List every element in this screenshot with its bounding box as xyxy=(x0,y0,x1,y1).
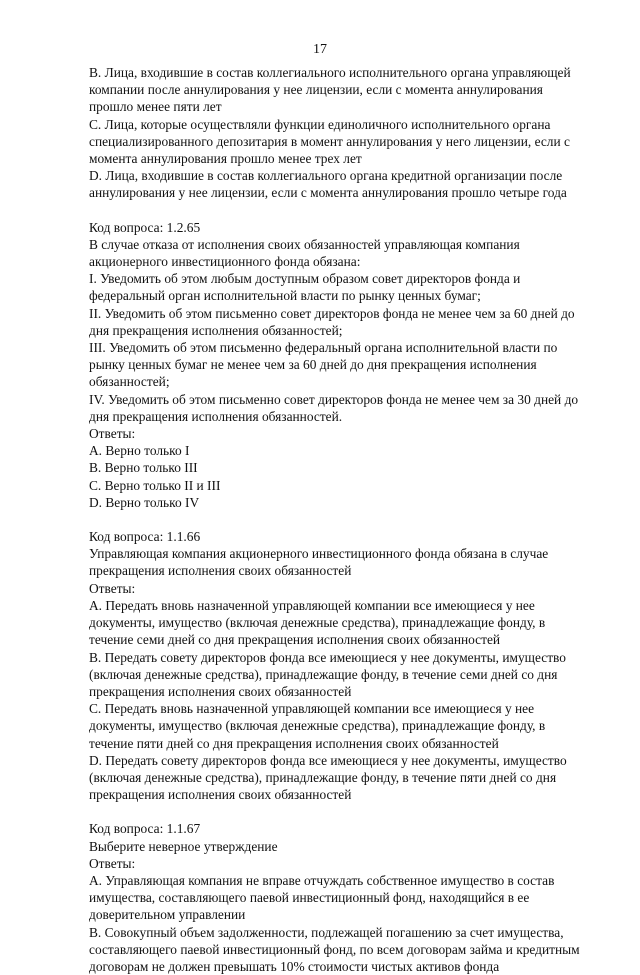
previous-question-answers xyxy=(89,64,589,202)
question-1-1-66 xyxy=(89,528,589,803)
statement-ii: II. Уведомить об этом письменно совет директоров фонда не менее чем за 60 дней до дня прекращения исполнения обязанностей; xyxy=(89,305,575,338)
answer-a: A. Управляющая компания не вправе отчуждать собственное имущество в состав имущества, составляющего паевой инвестиционный фонд, находящийся в ее доверительном управлении xyxy=(89,872,555,923)
answer-c: C. Передать вновь назначенной управляющей компании все имеющиеся у нее документы, имущество (включая денежные средства), принадлежащие фонду, в течение пяти дней со дня прекращения исполнения своих обязанностей xyxy=(89,701,546,751)
statement-iii: III. Уведомить об этом письменно федеральный органа исполнительной власти по рынку ценных бумаг не менее чем за 60 дней до дня прекращения исполнения обязанностей; xyxy=(89,340,558,390)
answer-a: A. Передать вновь назначенной управляющей компании все имеющиеся у нее документы, имущество (включая денежные средства), принадлежащие фонду, в течение семи дней со дня прекращения исполнения своих обязанностей xyxy=(89,597,546,648)
question-1-2-65 xyxy=(89,219,589,511)
question-code: Код вопроса: 1.2.65 xyxy=(89,219,201,235)
statement-iv: IV. Уведомить об этом письменно совет директоров фонда не менее чем за 30 дней до дня прекращения исполнения обязанностей. xyxy=(89,391,579,424)
answer-c: C. Лица, которые осуществляли функции единоличного исполнительного органа специализированного депозитария в момент аннулирования у него лицензии, если с момента аннулирования прошло менее трех лет xyxy=(89,116,570,167)
answer-d: D. Верно только IV xyxy=(89,494,200,510)
question-text: В случае отказа от исполнения своих обязанностей управляющая компания акционерного инвестиционного фонда обязана: xyxy=(89,236,520,270)
answer-b: B. Передать совету директоров фонда все имеющиеся у нее документы, имущество (включая денежные средства), принадлежащие фонду, в течение семи дней со дня прекращения исполнения своих обязанностей xyxy=(89,649,566,699)
answer-d: D. Лица, входившие в состав коллегиального органа кредитной организации после аннулирования у нее лицензии, если с момента аннулирования прошло четыре года xyxy=(89,168,567,201)
answer-b: B. Лица, входившие в состав коллегиального исполнительного органа управляющей компании после аннулирования у нее лицензии, если с момента аннулирования прошло менее пяти лет xyxy=(89,65,571,115)
question-code: Код вопроса: 1.1.67 xyxy=(89,821,201,837)
answers-label: Ответы: xyxy=(89,426,136,442)
page-content xyxy=(89,64,589,975)
question-code: Код вопроса: 1.1.66 xyxy=(89,529,201,545)
answer-c: C. Верно только II и III xyxy=(89,477,221,493)
answers-label: Ответы: xyxy=(89,580,136,596)
answer-b: B. Верно только III xyxy=(89,460,198,476)
answer-b: B. Совокупный объем задолженности, подлежащей погашению за счет имущества, составляющего паевой инвестиционный фонд, по всем договорам займа и кредитным договорам не должен превышать 10% стоимости чистых активов фонда xyxy=(89,924,580,974)
answers-label: Ответы: xyxy=(89,855,136,871)
question-1-1-67 xyxy=(89,820,589,975)
question-text: Управляющая компания акционерного инвестиционного фонда обязана в случае прекращения исполнения своих обязанностей xyxy=(89,546,549,579)
statement-i: I. Уведомить об этом любым доступным образом совет директоров фонда и федеральный орган исполнительной власти по рынку ценных бумаг; xyxy=(89,271,521,304)
question-text: Выберите неверное утверждение xyxy=(89,838,278,854)
answer-d: D. Передать совету директоров фонда все имеющиеся у нее документы, имущество (включая денежные средства), принадлежащие фонду, в течение пяти дней со дня прекращения исполнения своих обязанностей xyxy=(89,752,567,803)
answer-a: A. Верно только I xyxy=(89,443,190,459)
page-number: 17 xyxy=(313,42,327,57)
